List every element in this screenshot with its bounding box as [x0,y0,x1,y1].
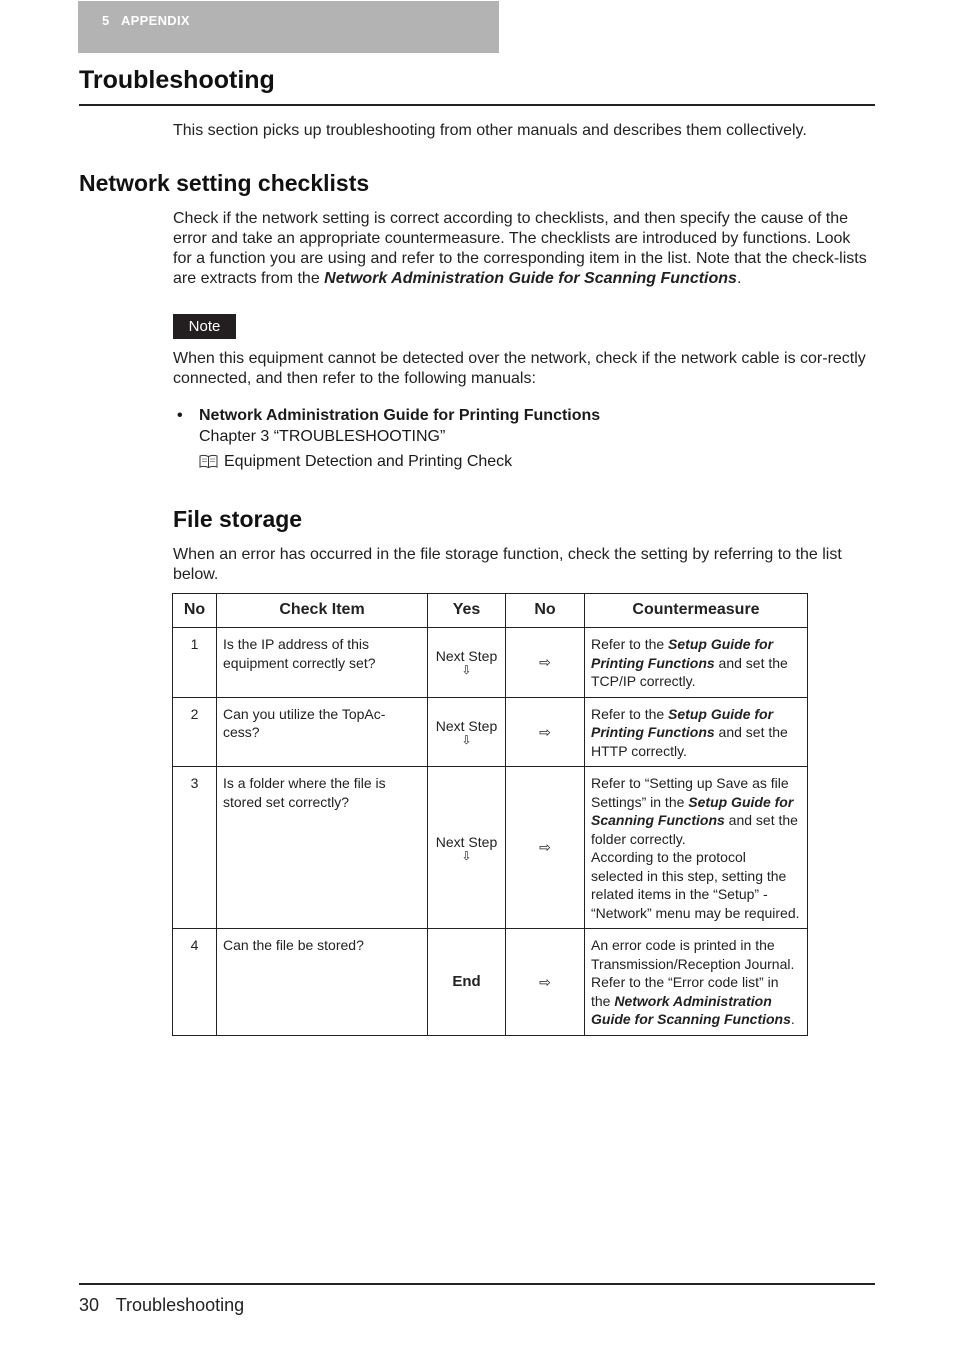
header-countermeasure: Countermeasure [585,594,808,628]
countermeasure-note: According to the protocol selected in this step, setting the related items in the “Setup” - “Network” menu may be required. [591,849,800,921]
network-heading: Network setting checklists [79,170,370,196]
yes-cell [428,697,506,767]
table-header-row [173,594,808,628]
countermeasure-text-end: . [790,1011,795,1027]
no-cell [506,697,585,767]
right-arrow-icon: ⇨ [539,973,551,990]
reference-text: Equipment Detection and Printing Check [224,453,513,470]
note-badge: Note [173,314,236,339]
note-text: When this equipment cannot be detected over the network, check if the network cable is cor-rectly connected, and then refer to the following manuals: [173,350,866,387]
countermeasure-text: Refer to the [591,705,669,722]
guide-title: Setup Guide for Scanning Functions [591,793,794,828]
row-number: 1 [173,628,217,698]
bullet-title: Network Administration Guide for Printing Functions [199,407,601,424]
network-guide-title: Network Administration Guide for Scanning Functions [324,270,737,287]
file-storage-heading: File storage [173,506,303,532]
countermeasure-text: Refer to “Setting up Save as file Settings” in the [591,775,789,810]
header-check-item: Check Item [217,594,428,628]
next-step-label: Next Step [435,648,498,665]
down-arrow-icon: ⇩ [461,848,472,863]
check-item: Can the file be stored? [217,929,428,1036]
no-cell [506,767,585,929]
yes-cell [428,929,506,1036]
countermeasure-text: An error code is printed in the Transmission/Reception Journal. Refer to the “Error code list” in the [591,937,795,1009]
guide-title: Setup Guide for Printing Functions [591,636,774,671]
manual-reference[interactable] [199,451,512,472]
table-row [173,628,808,698]
right-arrow-icon: ⇨ [539,654,551,670]
next-step-label: Next Step [435,717,498,734]
guide-title: Network Administration Guide for Scanning Functions [591,992,791,1027]
page-number: 30 [79,1295,100,1315]
check-item: Is the IP address of this equipment correctly set? [217,628,428,698]
yes-cell [428,767,506,929]
book-icon [199,454,218,469]
file-storage-checklist-table [172,593,808,1036]
header-no-result: No [506,594,585,628]
row-number: 2 [173,697,217,767]
right-arrow-icon: ⇨ [539,723,551,740]
network-para-text: Check if the network setting is correct according to checklists, and then specify the cause of the error and take an appropriate countermeasure. The checklists are introduced by functions. Look for a function you are using and refer to the corresponding item in the list. Note that the check-lists are extracts from the [173,210,867,287]
countermeasure-text-end: and set the TCP/IP correctly. [591,654,788,689]
right-arrow-icon: ⇨ [539,839,551,856]
chapter-header-tab [78,1,499,53]
page-title: Troubleshooting [79,66,275,94]
chapter-label: APPENDIX [120,13,190,28]
down-arrow-icon: ⇩ [461,732,472,747]
check-item: Is a folder where the file is stored set correctly? [217,767,428,929]
countermeasure-text: Refer to the [591,636,669,652]
end-label: End [452,973,481,990]
footer-rule [79,1283,875,1285]
network-para-end: . [736,270,742,287]
header-yes: Yes [428,594,506,628]
countermeasure [585,929,808,1036]
guide-title: Setup Guide for Printing Functions [591,705,774,740]
row-number: 3 [173,767,217,929]
no-cell [506,929,585,1036]
title-rule [79,104,875,106]
check-item: Can you utilize the TopAc-cess? [217,697,428,767]
footer-section: Troubleshooting [115,1295,245,1315]
page-footer [79,1295,244,1316]
file-storage-intro: When an error has occurred in the file storage function, check the setting by referring to the list below. [173,546,842,583]
table-row [173,767,808,929]
bullet-chapter: Chapter 3 “TROUBLESHOOTING” [199,428,446,445]
table-row [173,929,808,1036]
countermeasure [585,767,808,929]
down-arrow-icon: ⇩ [461,663,472,678]
countermeasure [585,697,808,767]
row-number: 4 [173,929,217,1036]
next-step-label: Next Step [435,833,498,850]
yes-cell [428,628,506,698]
countermeasure-text-end: and set the HTTP correctly. [591,724,788,759]
intro-text: This section picks up troubleshooting from other manuals and describes them collectively. [173,122,807,139]
no-cell [506,628,585,698]
header-no: No [173,594,217,628]
network-paragraph [173,209,873,289]
countermeasure-text-end: and set the folder correctly. [591,812,798,847]
countermeasure [585,628,808,698]
chapter-number: 5 [102,13,110,28]
table-row [173,697,808,767]
bullet-dot: • [177,407,183,424]
